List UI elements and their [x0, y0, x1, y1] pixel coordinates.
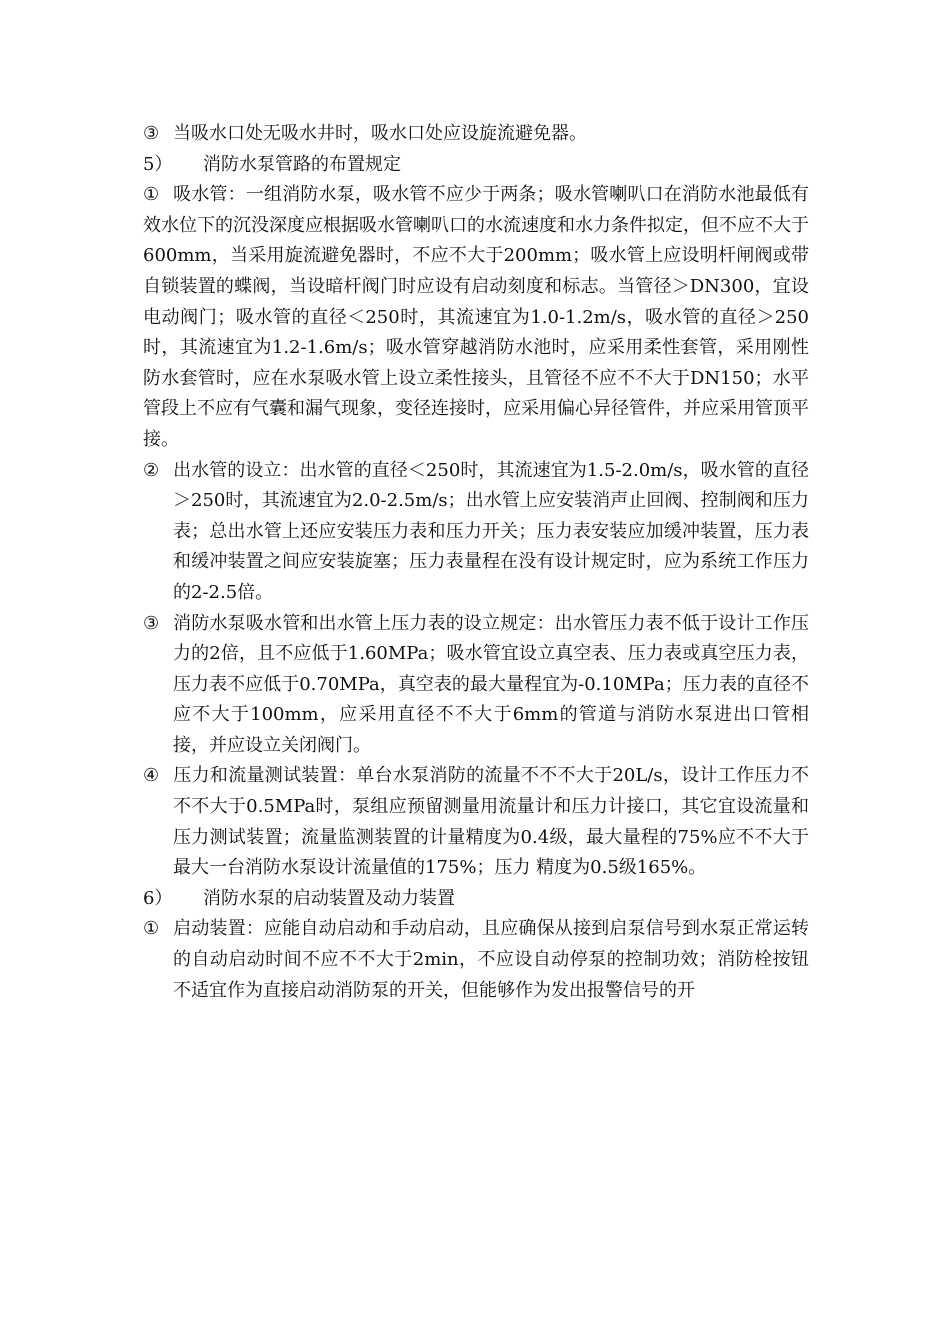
paragraph-text: 启动装置：应能自动启动和手动启动，且应确保从接到启泵信号到水泵正常运转的自动启动时间不应不不大于2min，不应设自动停泵的控制功效；消防栓按钮不适宜作为直接启动消防泵的开关，但能够作为发出报警信号的开 [173, 918, 809, 1001]
paragraph-text: 当吸水口处无吸水井时，吸水口处应设旋流避免器。 [173, 123, 587, 144]
section-title: 消防水泵管路的布置规定 [203, 153, 401, 175]
list-marker: ③ [143, 612, 160, 634]
paragraph-text: 消防水泵吸水管和出水管上压力表的设立规定：出水管压力表不低于设计工作压力的2倍，且不应低于1.60MPa；吸水管宜设立真空表、压力表或真空压力表，压力表不应低于0.70MPa，真空表的最大量程宜为-0.10MPa；压力表的直径不应不大于100mm，应采用直径不不大于6mm的管道与消防水泵进出口管相接，并应设立关闭阀门。 [173, 612, 809, 756]
document-body [143, 119, 809, 1006]
paragraph-text: 压力和流量测试装置：单台水泵消防的流量不不不大于20L/s，设计工作压力不不不大于0.5MPa时，泵组应预留测量用流量计和压力计接口，其它宜设流量和压力测试装置；流量监测装置的计量精度为0.4级，最大量程的75%应不不大于最大一台消防水泵设计流量值的175%；压力 精度为0.5级165%。 [173, 765, 809, 879]
paragraph-p6 [143, 914, 809, 1006]
section-number: 5） [143, 153, 173, 175]
list-marker: ② [143, 459, 160, 481]
section-heading-5 [143, 150, 809, 181]
section-heading-6 [143, 884, 809, 915]
list-marker: ① [143, 918, 160, 940]
paragraph-p3 [143, 456, 809, 609]
list-marker: ① [143, 184, 160, 206]
paragraph-p4 [143, 609, 809, 762]
paragraph-p2 [143, 180, 809, 455]
list-marker: ③ [143, 123, 160, 144]
paragraph-text: 吸水管：一组消防水泵，吸水管不应少于两条；吸水管喇叭口在消防水池最低有效水位下的沉没深度应根据吸水管喇叭口的水流速度和水力条件拟定，但不应不大于600mm，当采用旋流避免器时，不应不大于200mm；吸水管上应设明杆闸阀或带自锁装置的蝶阀，当设暗杆阀门时应设有启动刻度和标志。当管径＞DN300，宜设电动阀门；吸水管的直径＜250时，其流速宜为1.0-1.2m/s，吸水管的直径＞250时，其流速宜为1.2-1.6m/s；吸水管穿越消防水池时，应采用柔性套管，采用刚性防水套管时，应在水泵吸水管上设立柔性接头，且管径不应不不大于DN150；水平管段上不应有气囊和漏气现象，变径连接时，应采用偏心异径管件，并应采用管顶平接。 [143, 184, 809, 450]
section-number: 6） [143, 887, 173, 909]
section-title: 消防水泵的启动装置及动力装置 [203, 887, 455, 909]
list-marker: ④ [143, 765, 160, 787]
paragraph-p1 [143, 119, 809, 150]
paragraph-p5 [143, 761, 809, 883]
paragraph-text: 出水管的设立：出水管的直径＜250时，其流速宜为1.5-2.0m/s，吸水管的直径＞250时，其流速宜为2.0-2.5m/s；出水管上应安装消声止回阀、控制阀和压力表；总出水管上还应安装压力表和压力开关；压力表安装应加缓冲装置，压力表和缓冲装置之间应安装旋塞；压力表量程在没有设计规定时，应为系统工作压力的2-2.5倍。 [173, 459, 809, 603]
